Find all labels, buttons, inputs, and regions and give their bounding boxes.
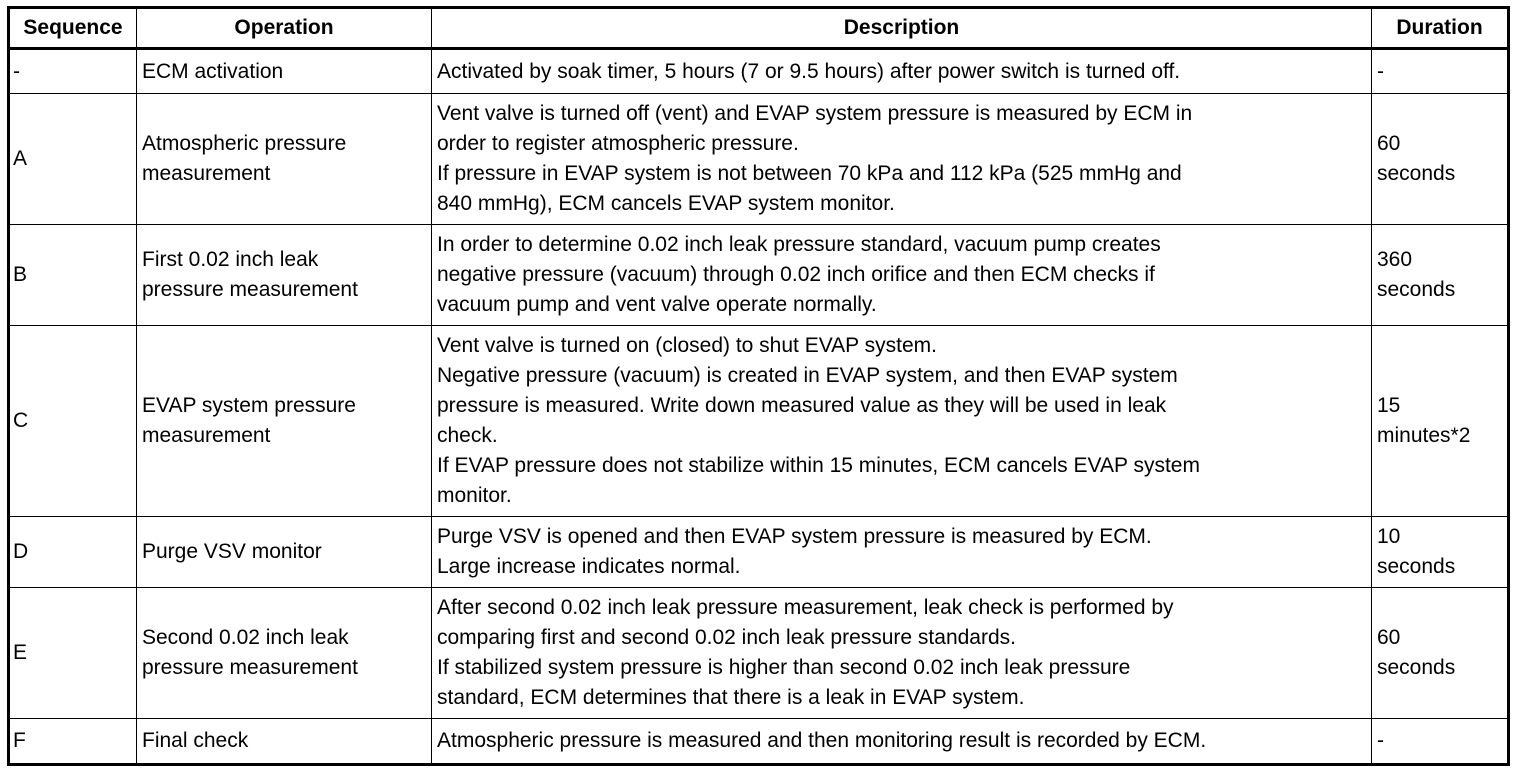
cell-description: Vent valve is turned off (vent) and EVAP system pressure is measured by ECM in order to register atmospheric pressure. If pressure in EVAP system is not between 70 kPa and 112 kPa (525 mmHg and 840 mmHg), ECM cancels EVAP system monitor. (432, 94, 1372, 225)
header-description: Description (432, 8, 1372, 49)
cell-operation: EVAP system pressure measurement (137, 326, 432, 517)
cell-sequence: D (9, 517, 137, 588)
table-row (9, 49, 1509, 94)
cell-operation: Final check (137, 719, 432, 765)
table-row (9, 326, 1509, 517)
cell-duration: 60 seconds (1372, 94, 1509, 225)
cell-operation: ECM activation (137, 49, 432, 94)
cell-operation: Second 0.02 inch leak pressure measurement (137, 588, 432, 719)
cell-duration: - (1372, 719, 1509, 765)
table-row (9, 517, 1509, 588)
cell-sequence: C (9, 326, 137, 517)
cell-description: In order to determine 0.02 inch leak pressure standard, vacuum pump creates negative pressure (vacuum) through 0.02 inch orifice and then ECM checks if vacuum pump and vent valve operate normally. (432, 225, 1372, 326)
cell-duration: 60 seconds (1372, 588, 1509, 719)
cell-sequence: - (9, 49, 137, 94)
cell-duration: 10 seconds (1372, 517, 1509, 588)
cell-description: Activated by soak timer, 5 hours (7 or 9.5 hours) after power switch is turned off. (432, 49, 1372, 94)
cell-sequence: B (9, 225, 137, 326)
table-row (9, 588, 1509, 719)
cell-description: Atmospheric pressure is measured and then monitoring result is recorded by ECM. (432, 719, 1372, 765)
evap-monitor-sequence-table-container (7, 6, 1507, 766)
cell-duration: 360 seconds (1372, 225, 1509, 326)
table-row (9, 225, 1509, 326)
cell-duration: - (1372, 49, 1509, 94)
cell-operation: First 0.02 inch leak pressure measurement (137, 225, 432, 326)
evap-monitor-sequence-table (7, 6, 1510, 766)
header-duration: Duration (1372, 8, 1509, 49)
cell-sequence: F (9, 719, 137, 765)
cell-description: Purge VSV is opened and then EVAP system pressure is measured by ECM. Large increase indicates normal. (432, 517, 1372, 588)
cell-operation: Purge VSV monitor (137, 517, 432, 588)
cell-sequence: E (9, 588, 137, 719)
cell-operation: Atmospheric pressure measurement (137, 94, 432, 225)
table-row (9, 94, 1509, 225)
table-row (9, 719, 1509, 765)
header-operation: Operation (137, 8, 432, 49)
cell-description: After second 0.02 inch leak pressure measurement, leak check is performed by comparing first and second 0.02 inch leak pressure standards. If stabilized system pressure is higher than second 0.02 inch leak pressure standard, ECM determines that there is a leak in EVAP system. (432, 588, 1372, 719)
cell-duration: 15 minutes*2 (1372, 326, 1509, 517)
cell-description: Vent valve is turned on (closed) to shut EVAP system. Negative pressure (vacuum) is created in EVAP system, and then EVAP system pressure is measured. Write down measured value as they will be used in leak check. If EVAP pressure does not stabilize within 15 minutes, ECM cancels EVAP system monitor. (432, 326, 1372, 517)
cell-sequence: A (9, 94, 137, 225)
header-sequence: Sequence (9, 8, 137, 49)
table-header-row (9, 8, 1509, 49)
